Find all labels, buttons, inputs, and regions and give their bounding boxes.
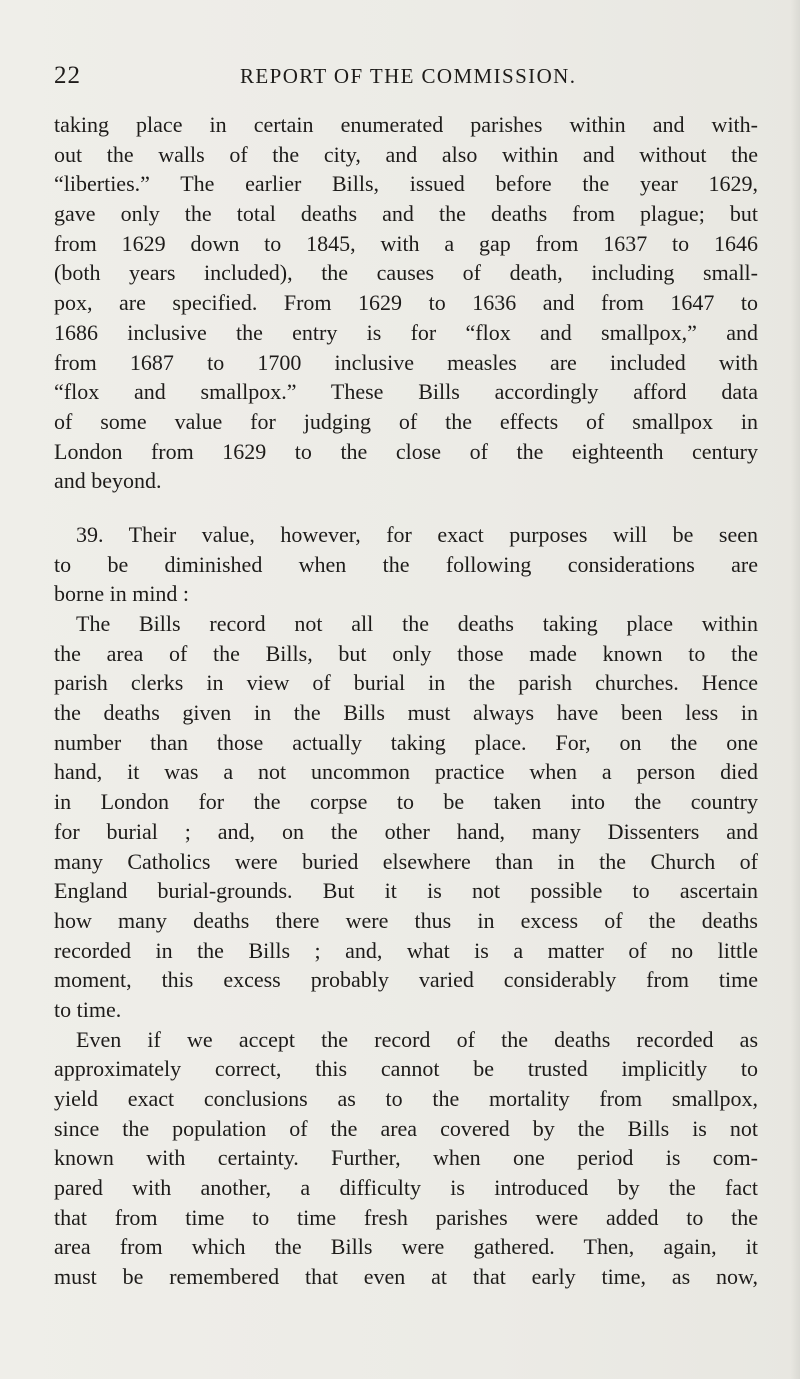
text-line: “flox and smallpox.” These Bills accordingly afford data: [54, 379, 758, 405]
page-header: [54, 62, 754, 102]
text-line: Even if we accept the record of the deaths recorded as: [76, 1026, 758, 1052]
running-head: REPORT OF THE COMMISSION.: [240, 64, 577, 88]
page-number: 22: [54, 62, 81, 89]
paragraph-gap: [54, 496, 758, 520]
text-line: many Catholics were buried elsewhere than in the Church of: [54, 848, 758, 874]
text-line: for burial ; and, on the other hand, many Dissenters and: [54, 818, 758, 844]
text-line: to time.: [54, 996, 122, 1022]
text-line: 39. Their value, however, for exact purposes will be seen: [76, 521, 758, 547]
text-line: parish clerks in view of burial in the parish churches. Hence: [54, 670, 758, 696]
text-line: moment, this excess probably varied considerably from time: [54, 967, 758, 993]
text-line: the area of the Bills, but only those made known to the: [54, 640, 758, 666]
text-line: to be diminished when the following considerations are: [54, 551, 758, 577]
body-text: [54, 110, 758, 1292]
text-line: and beyond.: [54, 468, 162, 494]
text-line: must be remembered that even at that early time, as now,: [54, 1264, 758, 1290]
text-line: approximately correct, this cannot be trusted implicitly to: [54, 1056, 758, 1082]
text-line: in London for the corpse to be taken into the country: [54, 789, 758, 815]
text-line: recorded in the Bills ; and, what is a matter of no little: [54, 937, 758, 963]
text-line: hand, it was a not uncommon practice when a person died: [54, 759, 758, 785]
text-line: area from which the Bills were gathered. Then, again, it: [54, 1234, 758, 1260]
text-line: since the population of the area covered by the Bills is not: [54, 1115, 758, 1141]
text-line: pox, are specified. From 1629 to 1636 and from 1647 to: [54, 290, 758, 316]
text-line: known with certainty. Further, when one period is com-: [54, 1145, 758, 1171]
text-line: from 1687 to 1700 inclusive measles are included with: [54, 349, 758, 375]
text-line: the deaths given in the Bills must always have been less in: [54, 700, 758, 726]
text-line: “liberties.” The earlier Bills, issued before the year 1629,: [54, 171, 758, 197]
text-line: London from 1629 to the close of the eighteenth century: [54, 438, 758, 464]
text-line: The Bills record not all the deaths taking place within: [76, 611, 758, 636]
text-line: taking place in certain enumerated parishes within and with-: [54, 112, 758, 137]
text-line: 1686 inclusive the entry is for “flox and smallpox,” and: [54, 319, 758, 345]
text-line: yield exact conclusions as to the mortality from smallpox,: [54, 1086, 758, 1111]
text-line: pared with another, a difficulty is introduced by the fact: [54, 1175, 758, 1201]
page-edge-shadow: [790, 0, 800, 1379]
text-line: that from time to time fresh parishes were added to the: [54, 1204, 758, 1230]
text-line: (both years included), the causes of death, including small-: [54, 260, 758, 286]
text-line: out the walls of the city, and also within and without the: [54, 141, 758, 167]
text-line: of some value for judging of the effects of smallpox in: [54, 408, 758, 434]
text-line: from 1629 down to 1845, with a gap from 1637 to 1646: [54, 230, 758, 256]
text-line: gave only the total deaths and the deaths from plague; but: [54, 201, 758, 227]
text-line: number than those actually taking place. For, on the one: [54, 729, 758, 755]
text-line: how many deaths there were thus in excess of the deaths: [54, 907, 758, 933]
text-line: England burial-grounds. But it is not possible to ascertain: [54, 878, 758, 904]
text-line: borne in mind :: [54, 581, 190, 607]
